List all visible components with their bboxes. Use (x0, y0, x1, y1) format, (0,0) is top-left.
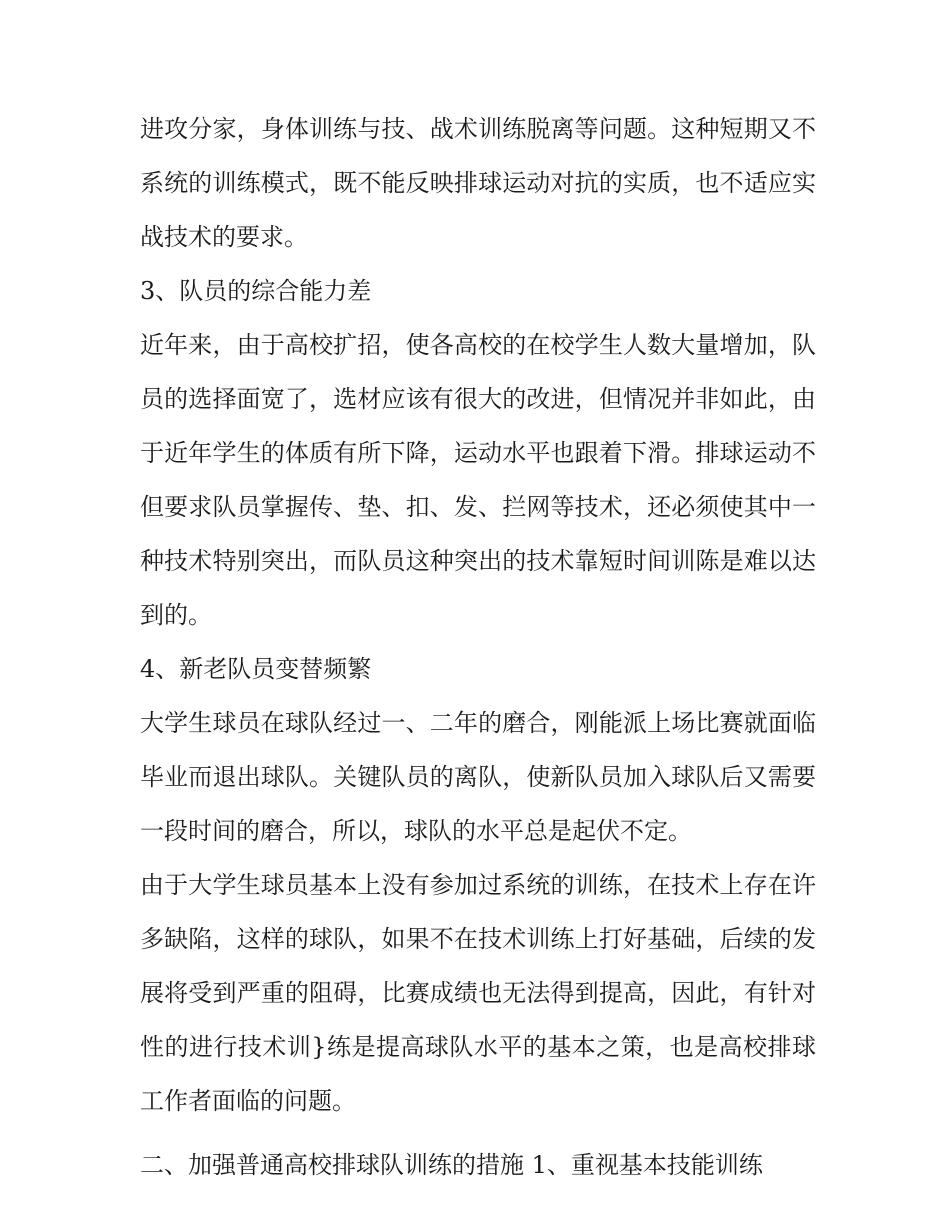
heading-player-turnover: 4、新老队员变替频繁 (140, 655, 372, 683)
paragraph-technical-training: 由于大学生球员基本上没有参加过系统的训练，在技术上存在许多缺陷，这样的球队，如果不在技术训练上打好基础，后续的发展将受到严重的阻碍，比赛成绩也无法得到提高，因此，有针对性的进行技术训}练是提高球队水平的基本之策，也是高校排球工作者面临的问题。 (140, 871, 816, 1115)
paragraph-training-problems: 进攻分家，身体训练与技、战术训练脱离等问题。这种短期又不系统的训练模式，既不能反映排球运动对抗的实质，也不适应实战技术的要求。 (140, 115, 816, 251)
paragraph-player-turnover: 大学生球员在球队经过一、二年的磨合，刚能派上场比赛就面临毕业而退出球队。关键队员的离队，使新队员加入球队后又需要一段时间的磨合，所以，球队的水平总是起伏不定。 (140, 709, 816, 845)
heading-player-ability: 3、队员的综合能力差 (140, 277, 372, 305)
document-body (140, 102, 816, 1192)
heading-measures: 二、加强普通高校排球队训练的措施 1、重视基本技能训练 (140, 1151, 763, 1179)
paragraph-player-ability: 近年来，由于高校扩招，使各高校的在校学生人数大量增加，队员的选择面宽了，选材应该有很大的改进，但情况并非如此，由于近年学生的体质有所下降，运动水平也跟着下滑。排球运动不但要求队员掌握传、垫、扣、发、拦网等技术，还必须使其中一种技术特别突出，而队员这种突出的技术靠短时间训陈是难以达到的。 (140, 331, 816, 629)
